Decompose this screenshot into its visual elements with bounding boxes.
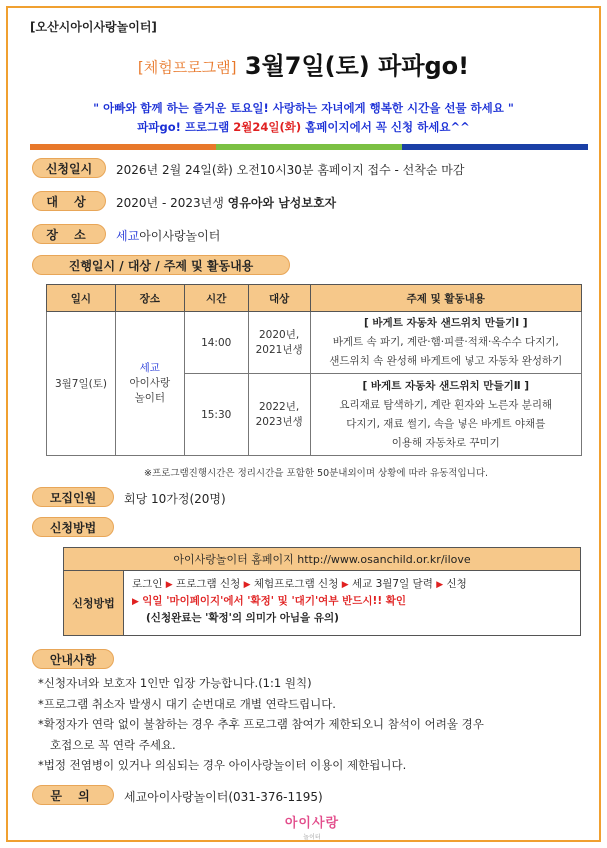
place-value [116,227,220,244]
divider-blue [402,144,588,150]
subtitle-date: 2월24일(화) [233,120,302,134]
step-experience: 체험프로그램 신청 [253,578,339,590]
schedule-table [46,284,582,456]
session2-activity [310,374,581,456]
page-title [8,46,599,81]
list-item: *신청자녀와 보호자 1인만 입장 가능합니다.(1:1 원칙) [38,676,312,690]
divider-orange [30,144,216,150]
apply-date-value: 2026년 2월 24일(화) 오전10시30분 홈페이지 접수 - 선착순 마감 [116,163,465,177]
apply-confirm-line [132,593,467,610]
session1-title: [ 바게트 자동차 샌드위치 만들기Ⅰ ] [363,317,528,329]
session2-target [248,374,310,456]
divider-green [216,144,402,150]
apply-body [64,571,580,635]
schedule-place-area: 세교 [139,362,160,374]
apply-confirm-note: (신청완료는 '확정'의 의미가 아님을 유의) [146,612,339,624]
table-row [47,312,582,374]
target-value [116,194,336,211]
schedule-label: 진행일시 / 대상 / 주제 및 활동내용 [32,255,290,275]
session1-target [248,312,310,374]
arrow-right-icon: ▶ [165,580,173,590]
logo-text: 아이사랑 [284,816,340,831]
step-login: 로그인 [132,578,163,590]
apply-homepage-link[interactable]: 아이사랑놀이터 홈페이지 http://www.osanchild.or.kr/ilove [64,548,580,571]
guide-list [38,673,484,776]
schedule-date: 3월7일(토) [47,312,116,456]
flyer-page [6,6,601,842]
apply-method-box [63,547,581,636]
target-label: 대 상 [32,191,106,211]
recruit-value: 회당 10가정(20명) [124,492,226,506]
schedule-place-name: 아이사랑 [129,377,171,389]
header-activity: 주제 및 활동내용 [310,285,581,312]
title-prefix: [체험프로그램] [137,58,237,77]
color-divider [30,144,588,150]
subtitle-line1: " 아빠와 함께 하는 즐거운 토요일! 사랑하는 자녀에게 행복한 시간을 선물 하세요 " [93,101,514,115]
list-item: 호접으로 꼭 연락 주세요. [50,737,176,752]
subtitle-line2 [8,118,599,137]
session2-desc2: 다지기, 재료 썰기, 속을 넣은 바게트 야채를 [346,417,546,430]
list-item: *법정 전염병이 있거나 의심되는 경우 아이사랑놀이터 이용이 제한됩니다. [38,758,407,772]
session2-desc1: 요리재료 탐색하기, 계란 흰자와 노른자 분리해 [339,398,553,411]
header-target: 대상 [248,285,310,312]
arrow-right-icon: ▶ [341,580,349,590]
session2-time: 15:30 [184,374,248,456]
session2-desc3: 이용해 자동차로 꾸미기 [391,436,500,449]
schedule-note: ※프로그램진행시간은 정리시간을 포함한 50분내외이며 상황에 따라 유동적입니다. [144,468,489,479]
apply-steps [124,571,475,635]
target-years: 2020년 - 2023년생 [116,196,228,210]
place-name: 아이사랑놀이터 [139,229,221,243]
header-time: 시간 [184,285,248,312]
logo-sub: 놀이터 [303,834,321,841]
center-logo [273,816,351,844]
session1-desc1: 바게트 속 파기, 계란·햄·피클·적채·옥수수 다지기, [332,336,559,348]
place-label: 장 소 [32,224,106,244]
apply-steps-line [132,576,467,593]
session1-activity [310,312,581,374]
place-area: 세교 [116,229,140,243]
header-place: 장소 [115,285,184,312]
session1-target-b: 2021년생 [255,343,303,356]
list-item: *프로그램 취소자 발생시 대기 순번대로 개별 연락드립니다. [38,696,336,711]
apply-label: 신청방법 [32,517,114,537]
recruit-label: 모집인원 [32,487,114,507]
apply-row-label: 신청방법 [64,571,124,635]
session2-title: [ 바게트 자동차 샌드위치 만들기Ⅱ ] [362,379,530,392]
subtitle-line2-a: 파파go! 프로그램 [137,120,234,134]
subtitle [8,99,599,137]
guide-label: 안내사항 [32,649,114,669]
session1-time: 14:00 [184,312,248,374]
arrow-right-icon: ▶ [132,597,139,607]
step-program: 프로그램 신청 [176,578,241,590]
contact-value: 세교아이사랑놀이터(031-376-1195) [124,790,323,804]
title-main: 3월7일(토) 파파go! [244,52,470,80]
apply-confirm: 익일 '마이페이지'에서 '확정' 및 '대기'여부 반드시!! 확인 [142,595,407,607]
apply-date-label: 신청일시 [32,158,106,178]
list-item: *확정자가 연락 없이 불참하는 경우 추후 프로그램 참여가 제한되오니 참석이 어려울 경우 [38,717,484,731]
step-apply: 신청 [446,578,467,590]
schedule-header-row [47,285,582,312]
session2-target-a: 2022년, [259,400,300,413]
arrow-right-icon: ▶ [243,580,251,590]
schedule-place-suffix: 놀이터 [134,392,166,404]
header-date: 일시 [47,285,116,312]
contact-label: 문 의 [32,785,114,805]
org-tag: [오산시아이사랑놀이터] [30,20,157,34]
subtitle-line2-b: 홈페이지에서 꼭 신청 하세요^^ [301,120,470,134]
arrow-right-icon: ▶ [436,580,444,590]
step-calendar: 세교 3월7일 달력 [351,578,433,590]
session1-target-a: 2020년, [259,328,300,341]
target-group: 영유아와 남성보호자 [227,196,337,210]
schedule-place [115,312,184,456]
session1-desc2: 샌드위치 속 완성해 바게트에 넣고 자동차 완성하기 [329,355,563,367]
session2-target-b: 2023년생 [255,415,303,428]
